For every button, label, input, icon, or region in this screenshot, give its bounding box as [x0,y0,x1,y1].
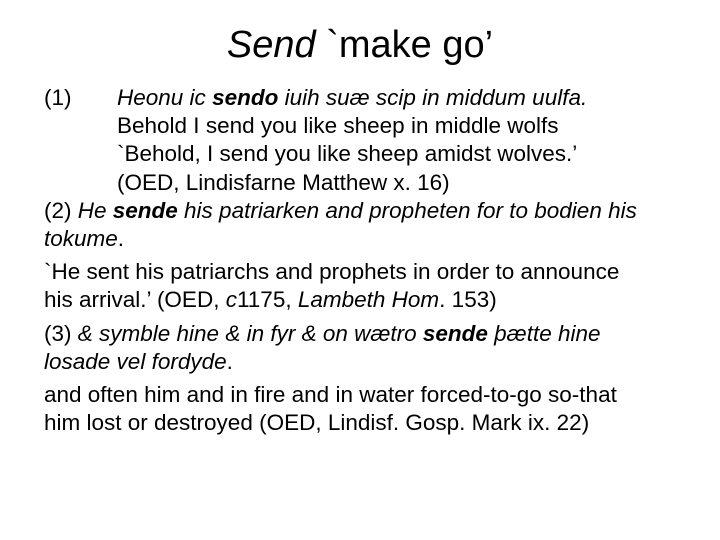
example-3-keyword: sende [422,320,488,346]
example-2-work-title: Lambeth Hom [297,287,440,313]
example-2-year: 1175, [236,287,298,313]
example-2-source-line-2 [44,225,704,253]
example-2-circa: c [225,287,237,313]
example-1-translation: `Behold, I send you like sheep amidst wolves.’ [117,141,578,167]
example-2-source-word: tokume [44,226,118,252]
example-3-gloss-line-2: him lost or destroyed (OED, Lindisf. Gosp. Mark ix. 22) [44,410,590,436]
example-1-source-pre: Heonu ic [117,85,213,110]
example-1-literal: Behold I send you like sheep in middle wolfs [117,113,559,139]
example-2-keyword: sende [112,197,178,223]
example-2-source-line-1 [44,197,704,225]
title-gloss: `make go’ [315,24,494,66]
example-3-source-words: losade vel fordyde [44,348,227,374]
example-3-gloss-line-1: and often him and in fire and in water forced-to-go so-that [44,382,617,408]
example-2-translation-line-2 [44,286,704,314]
title-word: Send [226,24,316,66]
example-3-source-tail: . [226,348,233,374]
example-2-translation-a: his arrival.’ (OED, [44,287,226,313]
example-1-source [44,84,704,112]
example-2-source-tail: . [117,226,125,252]
example-3-source-line-2 [44,348,704,376]
examples-body [44,84,704,437]
example-1-number: (1) [44,85,72,110]
example-3-source-line-1 [44,320,704,348]
example-1-keyword: sendo [212,85,279,110]
example-3-source-pre: & symble hine & in fyr & on wætro [77,320,423,346]
example-2-translation-line-1: `He sent his patriarchs and prophets in order to announce [44,259,620,285]
example-1-citation: (OED, Lindisfarne Matthew x. 16) [117,169,450,195]
example-1-source-post: iuih suæ scip in middum uulfa. [278,85,588,110]
example-2-source-pre: He [77,197,113,223]
example-3-source-post: þætte hine [487,320,601,346]
example-3-number: (3) [44,320,78,346]
example-2-page: . 153) [439,287,497,313]
slide-title [0,22,720,68]
example-2-source-post: his patriarken and propheten for to bodien his [177,197,637,223]
example-2-number: (2) [44,197,78,223]
